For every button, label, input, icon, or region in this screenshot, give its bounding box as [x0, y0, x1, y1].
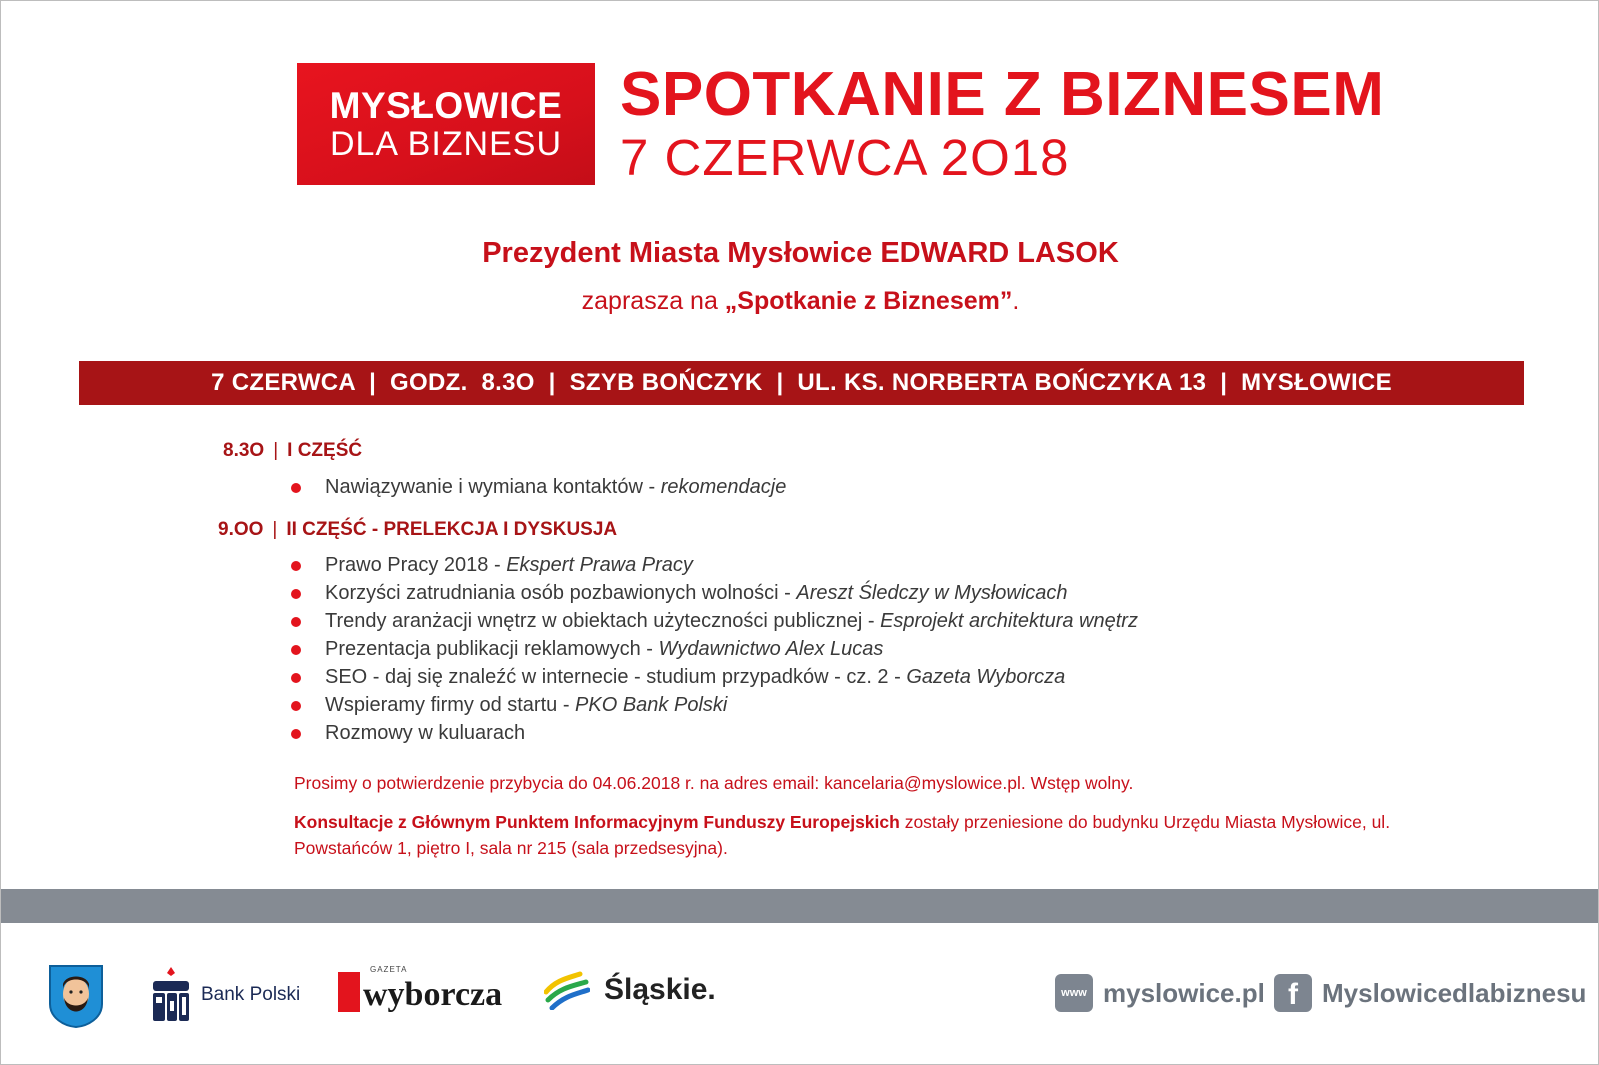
slaskie-icon: [544, 970, 590, 1010]
bullet-icon: [291, 701, 301, 711]
bullet-icon: [291, 729, 301, 739]
gw-red-block: [338, 972, 360, 1012]
invitation-line1: [1, 235, 1599, 271]
agenda-item-text: Prawo Pracy 2018 -: [325, 554, 501, 576]
slaskie-logo: [544, 970, 716, 1010]
bullet-icon: [291, 673, 301, 683]
agenda-item-text: Rozmowy w kuluarach: [325, 722, 526, 744]
website-label: myslowice.pl: [1103, 977, 1265, 1008]
facebook-label: Myslowicedlabiznesu: [1322, 977, 1587, 1008]
www-icon: www: [1055, 974, 1093, 1012]
gw-label: wyborcza: [363, 976, 503, 1013]
agenda-item-text: Trendy aranżacji wnętrz w obiektach użyteczności publicznej -: [325, 610, 875, 632]
facebook-icon: f: [1274, 974, 1312, 1012]
consultation-details: zostały przeniesione do budynku Urzędu Miasta Mysłowice, ul. Powstańców 1, piętro I, sala nr 215 (sala przedsesyjna).: [294, 812, 1391, 858]
consultation-title: Konsultacje z Głównym Punktem Informacyjnym Funduszy Europejskich: [294, 812, 900, 832]
part2-title: II CZĘŚĆ - PRELEKCJA I DYSKUSJA: [286, 519, 618, 540]
pko-label: Bank Polski: [201, 984, 301, 1005]
agenda-item: [291, 582, 1068, 605]
pko-bank-polski-logo: [151, 967, 300, 1023]
invitation-suffix: .: [1012, 287, 1020, 315]
bullet-icon: [291, 617, 301, 627]
agenda-item-speaker: Gazeta Wyborcza: [906, 666, 1066, 688]
slaskie-label: Śląskie.: [604, 973, 716, 1006]
bullet-icon: [291, 483, 301, 493]
part1-time: 8.3O: [223, 440, 265, 461]
agenda-item: [291, 694, 727, 717]
invitation-verb: zaprasza na: [581, 287, 725, 315]
part1-title: I CZĘŚĆ: [287, 440, 363, 461]
mayor-name: EDWARD LASOK: [880, 237, 1119, 269]
pko-icon: [151, 967, 191, 1023]
event-info-bar: [79, 361, 1524, 405]
part2-separator: |: [272, 519, 278, 540]
rsvp-note: Prosimy o potwierdzenie przybycia do 04.06.2018 r. na adres email: kancelaria@myslowice.pl. Wstęp wolny.: [294, 773, 1134, 793]
agenda-item-speaker: Wydawnictwo Alex Lucas: [658, 638, 884, 660]
agenda-item-text: Wspieramy firmy od startu -: [325, 694, 570, 716]
agenda-item-speaker: Esprojekt architektura wnętrz: [880, 610, 1138, 632]
logo-line2: DLA BIZNESU: [329, 125, 563, 163]
agenda-item: [291, 476, 786, 499]
website-link[interactable]: [1055, 974, 1265, 1012]
agenda-item-text: Korzyści zatrudniania osób pozbawionych wolności -: [325, 582, 791, 604]
agenda-item-text: Prezentacja publikacji reklamowych -: [325, 638, 653, 660]
agenda-part2-heading: [218, 519, 617, 541]
facebook-link[interactable]: [1274, 974, 1586, 1012]
invitation-prefix: Prezydent Miasta Mysłowice: [482, 237, 881, 269]
agenda-item-text: Nawiązywanie i wymiana kontaktów -: [325, 476, 656, 498]
event-title: SPOTKANIE Z BIZNESEM: [620, 60, 1385, 129]
agenda-part1-heading: [223, 440, 362, 462]
agenda-item: [291, 554, 693, 577]
agenda-item: [291, 666, 1065, 689]
agenda-item: [291, 722, 525, 745]
bullet-icon: [291, 645, 301, 655]
gw-small-label: GAZETA: [370, 965, 408, 974]
myslowice-crest-icon: [48, 964, 104, 1028]
event-date: 7 CZERWCA 2O18: [620, 129, 1070, 186]
event-name: „Spotkanie z Biznesem”: [724, 287, 1013, 315]
agenda-item-speaker: Ekspert Prawa Pracy: [506, 554, 693, 576]
agenda-item-speaker: PKO Bank Polski: [575, 694, 728, 716]
bullet-icon: [291, 589, 301, 599]
consultation-note: [294, 809, 1474, 861]
agenda-item: [291, 610, 1138, 633]
agenda-item-speaker: Areszt Śledczy w Mysłowicach: [796, 582, 1068, 604]
bullet-icon: [291, 561, 301, 571]
event-info-text: 7 CZERWCA | GODZ. 8.3O | SZYB BOŃCZYK | UL. KS. NORBERTA BOŃCZYKA 13 | MYSŁOWICE: [211, 369, 1392, 396]
part1-separator: |: [273, 440, 279, 461]
agenda-item-speaker: rekomendacje: [660, 476, 787, 498]
logo-line1: MYSŁOWICE: [329, 85, 563, 126]
invitation-line2: [1, 284, 1599, 318]
footer-divider-band: [1, 889, 1599, 923]
agenda-item-text: SEO - daj się znaleźć w internecie - studium przypadków - cz. 2 -: [325, 666, 901, 688]
gazeta-wyborcza-logo: [338, 965, 503, 1013]
part2-time: 9.OO: [218, 519, 264, 540]
agenda-item: [291, 638, 883, 661]
myslowice-dla-biznesu-logo: [297, 63, 595, 185]
